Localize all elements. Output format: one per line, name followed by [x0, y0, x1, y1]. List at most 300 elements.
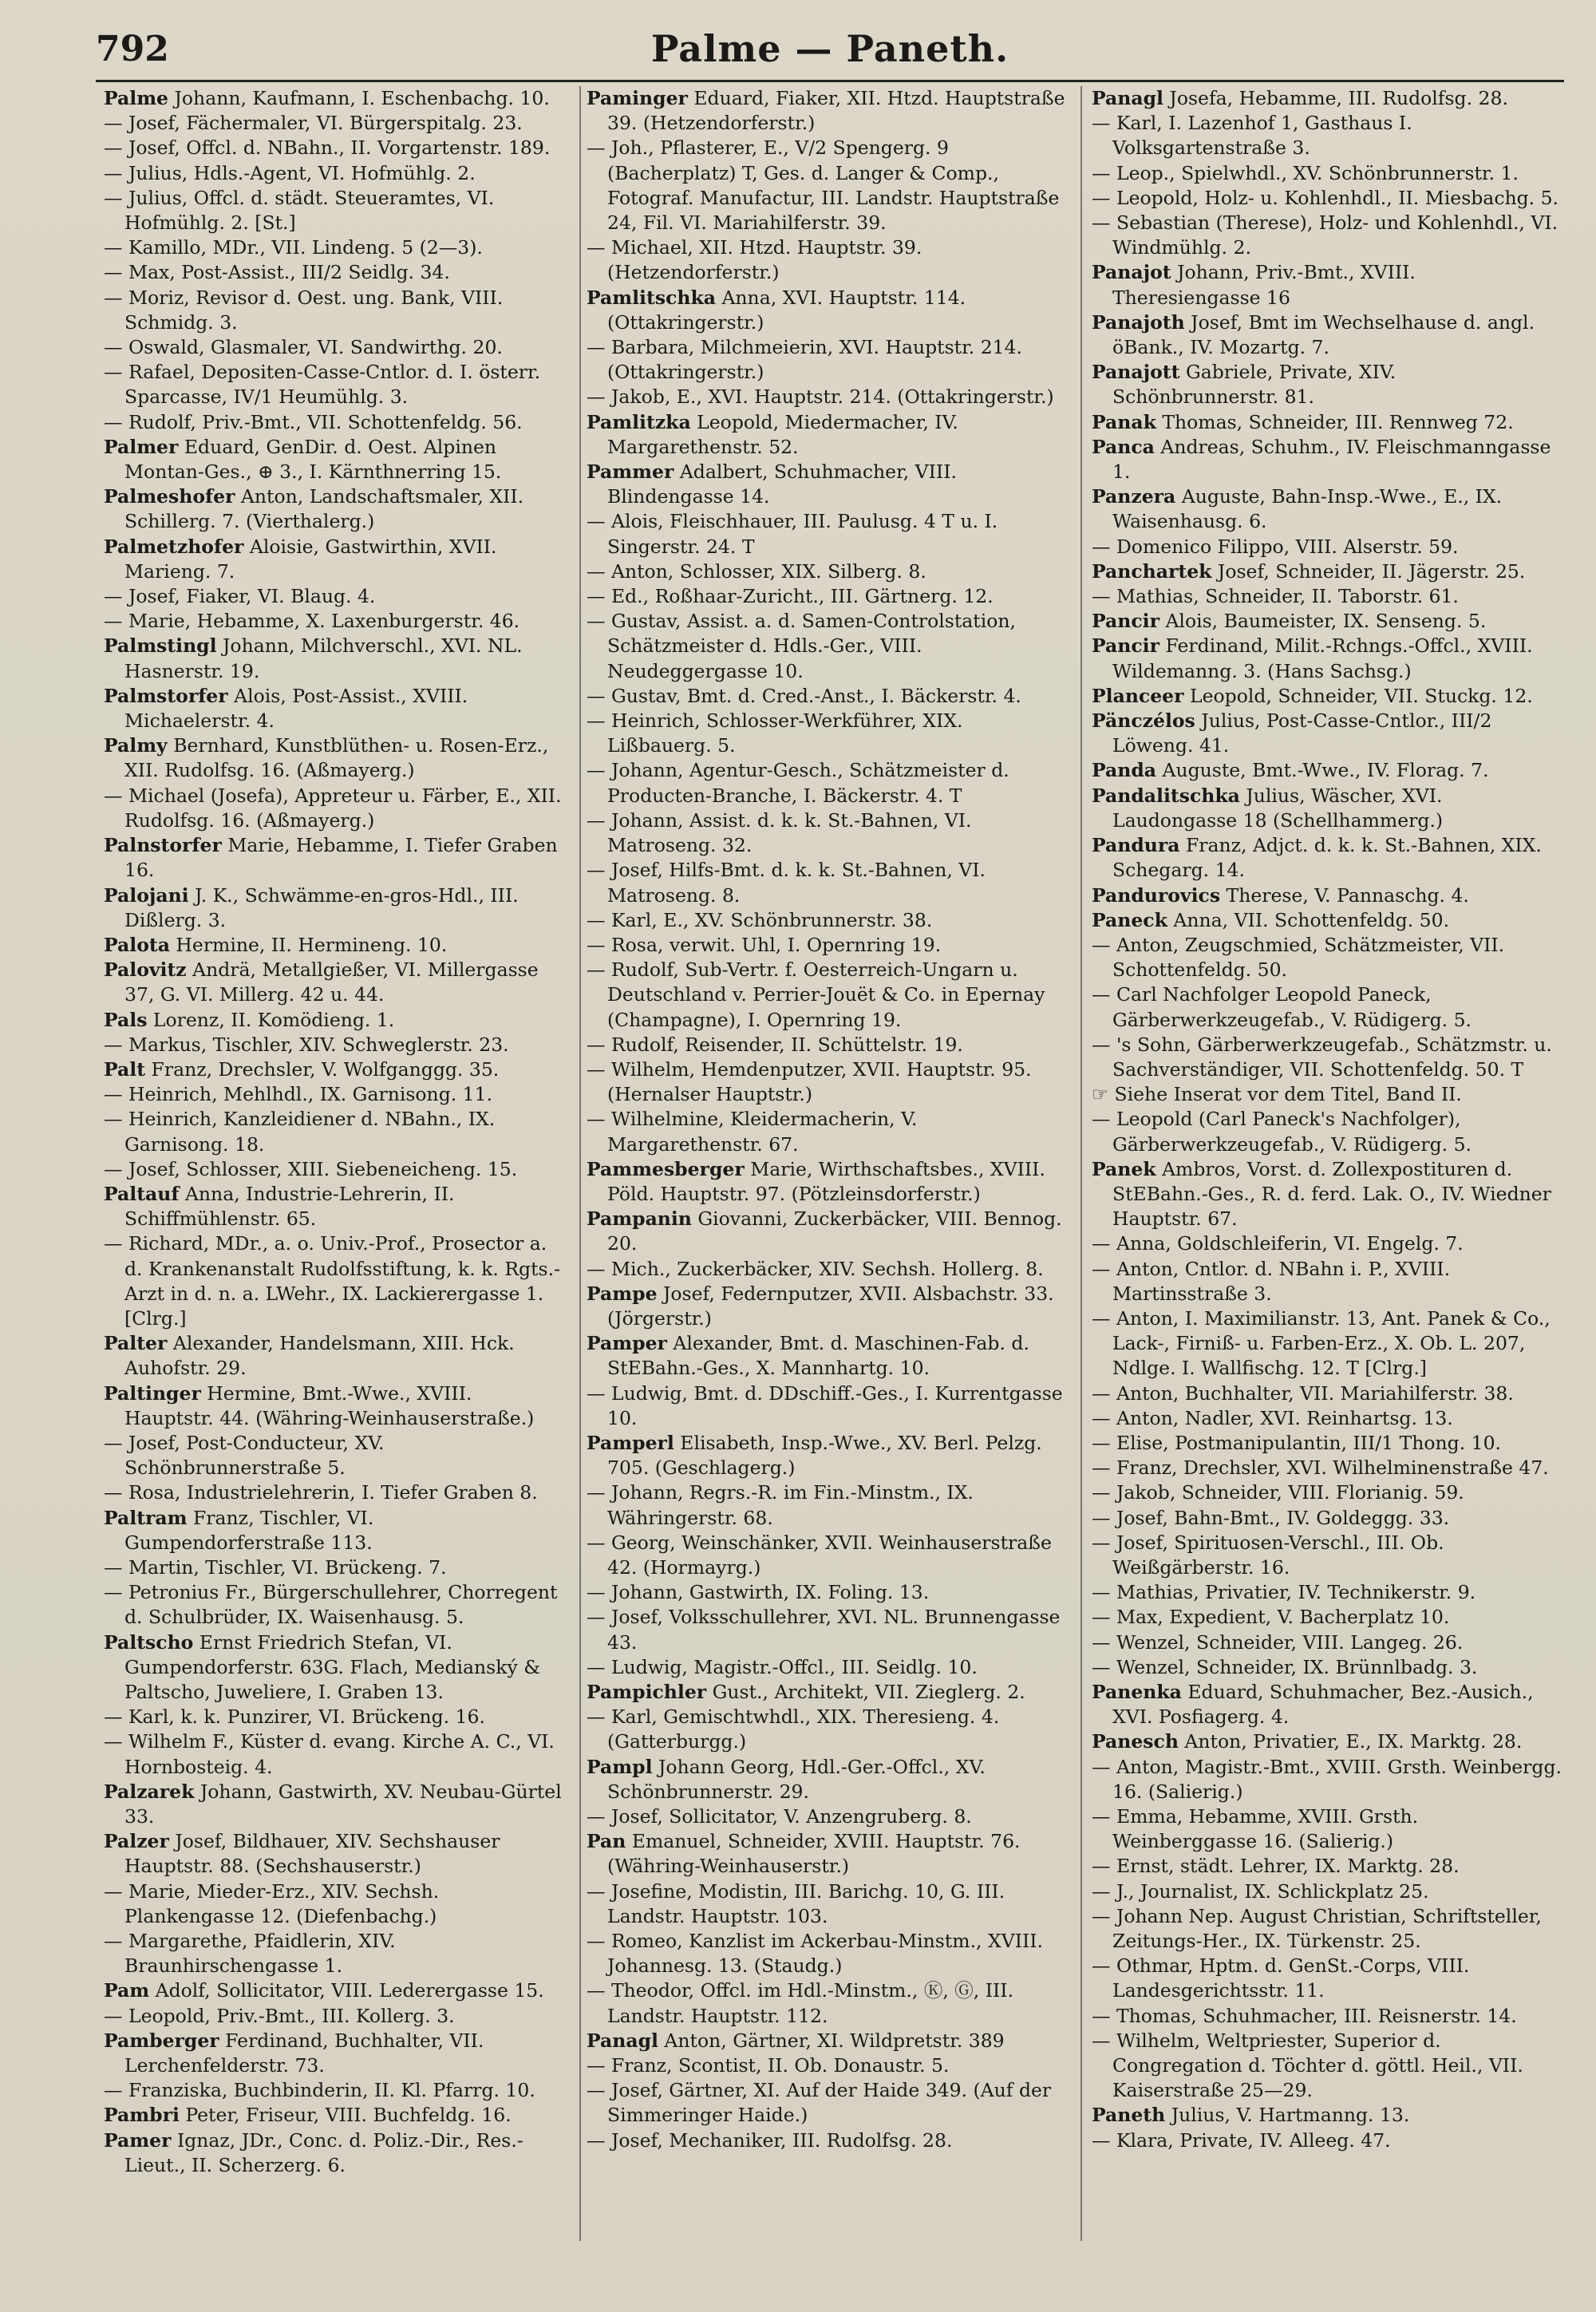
entry-details: — Emma, Hebamme, XVIII. Grsth. Weinberggasse 16. (Salierig.)	[1092, 1805, 1419, 1853]
directory-entry	[1092, 908, 1564, 933]
directory-entry	[104, 833, 567, 883]
entry-details: — Franz, Scontist, II. Ob. Donaustr. 5.	[587, 2054, 950, 2077]
entry-details: — Petronius Fr., Bürgerschullehrer, Chorregent d. Schulbrüder, IX. Waisenhausg. 5.	[104, 1581, 558, 1629]
entry-surname: Pancir	[1092, 610, 1159, 633]
entry-details: — Wenzel, Schneider, IX. Brünnlbadg. 3.	[1092, 1655, 1478, 1678]
entry-surname: Pam	[104, 1979, 150, 2002]
entry-details: — Jakob, Schneider, VIII. Florianig. 59.	[1092, 1481, 1464, 1504]
directory-entry	[1092, 1879, 1564, 1904]
entry-details: Anna, VII. Schottenfeldg. 50.	[1167, 908, 1450, 931]
directory-entry	[587, 1381, 1072, 1431]
directory-entry	[1092, 535, 1564, 559]
directory-entry	[587, 1257, 1072, 1282]
entry-details: — Richard, MDr., a. o. Univ.-Prof., Prosector a. d. Krankenanstalt Rudolfsstiftung, k. k. Rgts.-Arzt in d. n. a. LWehr., IX. Lackierergasse 1. [Clrg.]	[104, 1232, 561, 1330]
directory-entry	[587, 1331, 1072, 1381]
entry-details: Ernst Friedrich Stefan, VI. Gumpendorferstr. 63G. Flach, Medianský & Paltscho, Juweliere, I. Graben 13.	[124, 1630, 541, 1703]
directory-entry	[1092, 410, 1564, 435]
entry-surname: Pandalitschka	[1092, 784, 1240, 807]
entry-surname: Pampe	[587, 1282, 658, 1305]
directory-entry	[104, 684, 567, 733]
entry-surname: Pancir	[1092, 634, 1159, 658]
directory-entry	[1092, 1431, 1564, 1456]
directory-entry	[104, 136, 567, 160]
directory-entry	[104, 410, 567, 435]
directory-entry	[1092, 1381, 1564, 1406]
entry-details: Franz, Tischler, VI. Gumpendorferstraße 113.	[124, 1506, 374, 1554]
directory-entry	[104, 1082, 567, 1107]
directory-entry	[104, 86, 567, 111]
directory-entry	[587, 1655, 1072, 1680]
directory-entry	[104, 1008, 567, 1033]
directory-entry	[1092, 310, 1564, 360]
entry-details: J. K., Schwämme-en-gros-Hdl., III. Dißlerg. 3.	[124, 883, 519, 931]
entry-details: — Josef, Mechaniker, III. Rudolfsg. 28.	[587, 2128, 953, 2152]
entry-details: — Leopold, Priv.-Bmt., III. Kollerg. 3.	[104, 2004, 455, 2027]
entry-details: — Heinrich, Mehlhdl., IX. Garnisong. 11.	[104, 1083, 493, 1106]
entry-details: Alexander, Bmt. d. Maschinen-Fab. d. StEBahn.-Ges., X. Mannhartg. 10.	[607, 1332, 1029, 1380]
entry-surname: Palzer	[104, 1830, 169, 1853]
directory-entry	[587, 1705, 1072, 1754]
directory-entry	[587, 2128, 1072, 2153]
directory-entry	[104, 1057, 567, 1082]
directory-entry	[587, 509, 1072, 559]
entry-details: Anton, Privatier, E., IX. Marktg. 28.	[1178, 1730, 1523, 1753]
entry-details: Elisabeth, Insp.-Wwe., XV. Berl. Pelzg. 705. (Geschlagerg.)	[607, 1431, 1042, 1480]
entry-details: Johann Georg, Hdl.-Ger.-Offcl., XV. Schönbrunnerstr. 29.	[607, 1755, 986, 1803]
entry-details: Marie, Hebamme, I. Tiefer Graben 16.	[124, 834, 558, 882]
entry-details: — Josef, Offcl. d. NBahn., II. Vorgartenstr. 189.	[104, 136, 551, 160]
directory-entry	[104, 360, 567, 409]
entry-details: — Rudolf, Priv.-Bmt., VII. Schottenfeldg. 56.	[104, 410, 523, 433]
entry-surname: Pandurovics	[1092, 883, 1221, 907]
directory-entry	[104, 2004, 567, 2029]
entry-surname: Pamperl	[587, 1431, 674, 1454]
directory-entry	[104, 2128, 567, 2178]
directory-entry	[587, 1282, 1072, 1331]
entry-surname: Palter	[104, 1332, 168, 1355]
entry-details: Leopold, Schneider, VII. Stuckg. 12.	[1183, 684, 1533, 707]
directory-entry	[104, 784, 567, 833]
directory-entry	[587, 1829, 1072, 1879]
entry-details: Gust., Architekt, VII. Zieglerg. 2.	[706, 1681, 1025, 1703]
entry-surname: Pammesberger	[587, 1157, 745, 1180]
entry-details: Gabriele, Private, XIV. Schönbrunnerstr. 81.	[1112, 361, 1396, 409]
directory-entry	[1092, 1630, 1564, 1655]
directory-entry	[1092, 709, 1564, 758]
entry-surname: Pamberger	[104, 2029, 219, 2052]
directory-entry	[104, 111, 567, 136]
directory-entry	[587, 1605, 1072, 1654]
entry-details: — Anton, Nadler, XVI. Reinhartsg. 13.	[1092, 1406, 1453, 1429]
entry-details: Johann, Milchverschl., XVI. NL. Hasnerstr. 19.	[124, 634, 523, 682]
entry-details: Josefa, Hebamme, III. Rudolfsg. 28.	[1163, 87, 1508, 109]
directory-entry	[1092, 1531, 1564, 1580]
entry-surname: Pambri	[104, 2104, 180, 2127]
entry-surname: Palmstingl	[104, 634, 217, 658]
entry-details: Andrä, Metallgießer, VI. Millergasse 37, G. VI. Millerg. 42 u. 44.	[124, 958, 539, 1006]
directory-entry	[1092, 1107, 1564, 1156]
entry-surname: Palmetzhofer	[104, 535, 244, 558]
entry-surname: Pals	[104, 1008, 148, 1031]
entry-details: — Wilhelm, Hemdenputzer, XVII. Hauptstr. 95. (Hernalser Hauptstr.)	[587, 1057, 1032, 1106]
entry-surname: Pampichler	[587, 1681, 707, 1703]
directory-entry	[104, 1331, 567, 1381]
directory-entry	[587, 2029, 1072, 2053]
entry-details: — Anton, Buchhalter, VII. Mariahilferstr. 38.	[1092, 1381, 1514, 1405]
entry-details: Anna, XVI. Hauptstr. 114. (Ottakringerstr.)	[607, 286, 966, 334]
directory-entry	[104, 1506, 567, 1555]
directory-entry	[587, 933, 1072, 958]
entry-details: — Johann, Gastwirth, IX. Foling. 13.	[587, 1581, 930, 1604]
entry-details: Auguste, Bmt.-Wwe., IV. Florag. 7.	[1156, 759, 1489, 782]
entry-details: — Klara, Private, IV. Alleeg. 47.	[1092, 2128, 1391, 2152]
column-1	[104, 86, 567, 2289]
entry-surname: Pamlitzka	[587, 410, 691, 433]
entry-details: Anton, Gärtner, XI. Wildpretstr. 389	[658, 2029, 1005, 2052]
directory-entry	[104, 2078, 567, 2103]
entry-details: — Franz, Drechsler, XVI. Wilhelminenstraße 47.	[1092, 1456, 1549, 1480]
entry-surname: Pan	[587, 1830, 626, 1853]
directory-entry	[104, 260, 567, 285]
directory-entry	[104, 1829, 567, 1879]
directory-entry	[1092, 1157, 1564, 1232]
entry-details: — Rudolf, Reisender, II. Schüttelstr. 19.	[587, 1033, 963, 1056]
directory-entry	[104, 2103, 567, 2128]
directory-entry	[104, 335, 567, 360]
directory-entry	[104, 186, 567, 235]
directory-entry	[104, 1630, 567, 1705]
directory-entry	[1092, 1231, 1564, 1256]
entry-details: — Anton, Schlosser, XIX. Silberg. 8.	[587, 559, 926, 583]
entry-surname: Planceer	[1092, 684, 1184, 707]
entry-details: Franz, Drechsler, V. Wolfganggg. 35.	[145, 1057, 500, 1081]
entry-details: Adalbert, Schuhmacher, VIII. Blindengasse 14.	[607, 460, 957, 508]
directory-entry	[104, 1381, 567, 1431]
entry-surname: Paminger	[587, 87, 688, 109]
entry-details: Anton, Landschaftsmaler, XII. Schillerg. 7. (Vierthalerg.)	[124, 485, 524, 533]
directory-entry	[104, 1780, 567, 1829]
directory-entry	[104, 1555, 567, 1580]
directory-entry	[587, 958, 1072, 1033]
entry-details: Julius, V. Hartmanng. 13.	[1165, 2104, 1410, 2127]
entry-details: Emanuel, Schneider, XVIII. Hauptstr. 76. (Währing-Weinhauserstr.)	[607, 1830, 1021, 1878]
entry-details: — Leopold (Carl Paneck's Nachfolger), Gärberwerkzeugefab., V. Rüdigerg. 5.	[1092, 1108, 1472, 1156]
entry-surname: Paneth	[1092, 2104, 1166, 2127]
directory-entry	[587, 1755, 1072, 1804]
entry-surname: Panenka	[1092, 1681, 1182, 1703]
entry-details: — Julius, Hdls.-Agent, VI. Hofmühlg. 2.	[104, 161, 476, 184]
directory-entry	[1092, 1257, 1564, 1306]
entry-details: Andreas, Schuhm., IV. Fleischmanngasse 1.	[1112, 435, 1551, 484]
entry-details: — Othmar, Hptm. d. GenSt.-Corps, VIII. Landesgerichtsstr. 11.	[1092, 1954, 1470, 2002]
entry-surname: Pamper	[587, 1332, 667, 1355]
directory-entry	[1092, 609, 1564, 634]
entry-surname: Paltinger	[104, 1381, 201, 1405]
directory-entry	[1092, 1729, 1564, 1754]
entry-surname: Pamer	[104, 2128, 172, 2152]
directory-entry	[104, 1231, 567, 1331]
directory-entry	[587, 1879, 1072, 1929]
entry-surname: Palmy	[104, 734, 168, 757]
entry-details: — Mich., Zuckerbäcker, XIV. Sechsh. Hollerg. 8.	[587, 1257, 1044, 1280]
directory-entry	[104, 584, 567, 609]
entry-details: Giovanni, Zuckerbäcker, VIII. Bennog. 20.	[607, 1207, 1062, 1255]
entry-details: Josef, Federnputzer, XVII. Alsbachstr. 33. (Jörgerstr.)	[607, 1282, 1054, 1330]
directory-entry	[1092, 1082, 1564, 1107]
entry-details: — Ludwig, Bmt. d. DDschiff.-Ges., I. Kurrentgasse 10.	[587, 1381, 1063, 1429]
directory-entry	[1092, 1655, 1564, 1680]
directory-entry	[1092, 1456, 1564, 1480]
entry-surname: Paltauf	[104, 1182, 180, 1205]
entry-surname: Palmstorfer	[104, 684, 228, 707]
directory-entry	[104, 484, 567, 534]
directory-entry	[587, 335, 1072, 385]
entry-details: Josef, Bildhauer, XIV. Sechshauser Hauptstr. 88. (Sechshauserstr.)	[124, 1830, 500, 1878]
directory-entry	[1092, 684, 1564, 709]
entry-details: — Oswald, Glasmaler, VI. Sandwirthg. 20.	[104, 336, 503, 359]
entry-details: — Domenico Filippo, VIII. Alserstr. 59.	[1092, 535, 1459, 558]
entry-surname: Palovitz	[104, 958, 187, 982]
entry-details: — Rosa, Industrielehrerin, I. Tiefer Graben 8.	[104, 1481, 538, 1504]
entry-details: Adolf, Sollicitator, VIII. Lederergasse 15.	[149, 1979, 544, 2002]
directory-entry	[1092, 833, 1564, 883]
directory-entry	[587, 1107, 1072, 1156]
directory-entry	[587, 559, 1072, 584]
directory-entry	[587, 1929, 1072, 1978]
directory-entry	[1092, 559, 1564, 584]
entry-details: — Josef, Volksschullehrer, XVI. NL. Brunnengasse 43.	[587, 1606, 1061, 1654]
entry-details: Thomas, Schneider, III. Rennweg 72.	[1156, 410, 1514, 433]
column-2	[587, 86, 1072, 2289]
directory-entry	[1092, 883, 1564, 908]
entry-details: — Johann, Agentur-Gesch., Schätzmeister d. Producten-Branche, I. Bäckerstr. 4. T	[587, 759, 1009, 807]
entry-details: Lorenz, II. Komödieng. 1.	[147, 1008, 395, 1031]
directory-entry	[587, 1207, 1072, 1256]
directory-entry	[104, 161, 567, 186]
entry-details: — Michael (Josefa), Appreteur u. Färber, E., XII. Rudolfsg. 16. (Aßmayerg.)	[104, 784, 562, 832]
directory-entry	[587, 609, 1072, 684]
directory-entry	[1092, 484, 1564, 534]
directory-entry	[104, 1580, 567, 1630]
directory-entry	[587, 1431, 1072, 1480]
entry-details: Therese, V. Pannaschg. 4.	[1220, 883, 1469, 907]
entry-details: Auguste, Bahn-Insp.-Wwe., E., IX. Waisenhausg. 6.	[1112, 485, 1503, 533]
directory-entry	[104, 933, 567, 958]
entry-surname: Palnstorfer	[104, 834, 222, 857]
entry-details: — Anton, Zeugschmied, Schätzmeister, VII. Schottenfeldg. 50.	[1092, 933, 1505, 982]
directory-entry	[587, 1580, 1072, 1605]
directory-entry	[1092, 584, 1564, 609]
entry-details: Marie, Wirthschaftsbes., XVIII. Pöld. Hauptstr. 97. (Pötzleinsdorferstr.)	[607, 1157, 1045, 1205]
entry-details: Leopold, Miedermacher, IV. Margarethenstr. 52.	[607, 410, 958, 458]
entry-surname: Palzarek	[104, 1780, 195, 1803]
entry-surname: Palmer	[104, 435, 179, 458]
entry-details: — J., Journalist, IX. Schlickplatz 25.	[1092, 1879, 1429, 1903]
directory-entry	[1092, 758, 1564, 783]
running-head: Palme — Paneth.	[650, 27, 1009, 70]
directory-entry	[587, 460, 1072, 509]
entry-details: — Anton, Cntlor. d. NBahn i. P., XVIII. Martinsstraße 3.	[1092, 1257, 1451, 1305]
entry-surname: Panajot	[1092, 261, 1171, 284]
entry-details: Alois, Post-Assist., XVIII. Michaelerstr. 4.	[124, 684, 468, 733]
entry-details: Bernhard, Kunstblüthen- u. Rosen-Erz., XII. Rudolfsg. 16. (Aßmayerg.)	[124, 734, 549, 782]
entry-details: — Heinrich, Kanzleidiener d. NBahn., IX. Garnisong. 18.	[104, 1108, 496, 1156]
entry-details: — Karl, Gemischtwhdl., XIX. Theresieng. 4. (Gatterburgg.)	[587, 1705, 1000, 1753]
entry-details: — Mathias, Privatier, IV. Technikerstr. 9.	[1092, 1581, 1476, 1604]
directory-entry	[104, 733, 567, 783]
directory-entry	[1092, 1306, 1564, 1381]
entry-details: — Marie, Mieder-Erz., XIV. Sechsh. Plankengasse 12. (Diefenbachg.)	[104, 1879, 440, 1927]
directory-entry	[587, 86, 1072, 136]
entry-details: — 's Sohn, Gärberwerkzeugefab., Schätzmstr. u. Sachverständiger, VII. Schottenfeldg. 50. T	[1092, 1033, 1552, 1081]
entry-details: — Mathias, Schneider, II. Taborstr. 61.	[1092, 585, 1459, 608]
directory-columns	[104, 86, 1564, 2289]
directory-entry	[1092, 1480, 1564, 1505]
entry-details: — Wilhelm F., Küster d. evang. Kirche A. C., VI. Hornbosteig. 4.	[104, 1730, 555, 1778]
entry-details: — Kamillo, MDr., VII. Lindeng. 5 (2—3).	[104, 236, 483, 259]
directory-entry	[1092, 2029, 1564, 2104]
entry-details: Josef, Schneider, II. Jägerstr. 25.	[1211, 559, 1526, 583]
entry-details: — Alois, Fleischhauer, III. Paulusg. 4 T u. I. Singerstr. 24. T	[587, 510, 998, 558]
entry-details: — Josef, Sollicitator, V. Anzengruberg. 8.	[587, 1805, 972, 1828]
entry-surname: Panajoth	[1092, 310, 1185, 334]
entry-details: — Carl Nachfolger Leopold Paneck, Gärberwerkzeugefab., V. Rüdigerg. 5.	[1092, 983, 1472, 1031]
directory-entry	[104, 958, 567, 1007]
entry-details: — Joh., Pflasterer, E., V/2 Spengerg. 9 (Bacherplatz) T, Ges. d. Langer & Comp., Fotograf. Manufactur, III. Landstr. Hauptstraße 24, Fil. VI. Mariahilferstr. 39.	[587, 136, 1060, 235]
entry-details: Peter, Friseur, VIII. Buchfeldg. 16.	[179, 2104, 512, 2127]
entry-details: Hermine, II. Hermineng. 10.	[169, 933, 448, 956]
entry-details: — Anton, Magistr.-Bmt., XVIII. Grsth. Weinbergg. 16. (Salierig.)	[1092, 1755, 1562, 1803]
entry-details: — Barbara, Milchmeierin, XVI. Hauptstr. 214. (Ottakringerstr.)	[587, 336, 1023, 384]
entry-surname: Panagl	[587, 2029, 658, 2052]
entry-details: Ignaz, JDr., Conc. d. Poliz.-Dir., Res.-Lieut., II. Scherzerg. 6.	[124, 2128, 523, 2176]
directory-entry	[1092, 1680, 1564, 1729]
entry-details: — Georg, Weinschänker, XVII. Weinhauserstraße 42. (Hormayrg.)	[587, 1531, 1052, 1579]
entry-details: — Josef, Post-Conducteur, XV. Schönbrunnerstraße 5.	[104, 1431, 385, 1480]
directory-entry	[587, 136, 1072, 235]
directory-entry	[104, 2029, 567, 2078]
entry-details: Ambros, Vorst. d. Zollexpostituren d. StEBahn.-Ges., R. d. ferd. Lak. O., IV. Wiedner Hauptstr. 67.	[1112, 1157, 1551, 1231]
directory-entry	[1092, 2004, 1564, 2029]
entry-surname: Palojani	[104, 883, 189, 907]
directory-entry	[104, 535, 567, 584]
directory-entry	[587, 286, 1072, 335]
entry-details: — Johann, Assist. d. k. k. St.-Bahnen, VI. Matroseng. 32.	[587, 808, 972, 857]
entry-details: — Karl, k. k. Punzirer, VI. Brückeng. 16.	[104, 1705, 485, 1729]
entry-details: — Margarethe, Pfaidlerin, XIV. Braunhirschengasse 1.	[104, 1930, 396, 1978]
directory-entry	[1092, 86, 1564, 111]
directory-entry	[587, 1057, 1072, 1107]
directory-entry	[1092, 1580, 1564, 1605]
directory-entry	[1092, 2103, 1564, 2128]
entry-details: Franz, Adjct. d. k. k. St.-Bahnen, XIX. Schegarg. 14.	[1112, 834, 1542, 882]
entry-details: — Jakob, E., XVI. Hauptstr. 214. (Ottakringerstr.)	[587, 385, 1054, 409]
directory-entry	[1092, 634, 1564, 683]
directory-entry	[587, 2053, 1072, 2078]
directory-entry	[1092, 1755, 1564, 1804]
directory-entry	[1092, 982, 1564, 1032]
directory-entry	[104, 1157, 567, 1182]
entry-details: — Franziska, Buchbinderin, II. Kl. Pfarrg. 10.	[104, 2079, 535, 2102]
entry-details: — Rosa, verwit. Uhl, I. Opernring 19.	[587, 933, 942, 956]
entry-details: — Elise, Postmanipulantin, III/1 Thong. 10.	[1092, 1431, 1502, 1454]
directory-entry	[1092, 211, 1564, 260]
directory-entry	[1092, 2128, 1564, 2153]
entry-details: Alexander, Handelsmann, XIII. Hck. Auhofstr. 29.	[124, 1332, 515, 1380]
entry-details: — Josef, Schlosser, XIII. Siebeneicheng. 15.	[104, 1157, 518, 1180]
directory-entry	[587, 758, 1072, 808]
entry-surname: Panek	[1092, 1157, 1156, 1180]
directory-entry	[1092, 1854, 1564, 1879]
entry-details: Johann, Priv.-Bmt., XVIII. Theresiengasse 16	[1112, 261, 1416, 309]
entry-surname: Panca	[1092, 435, 1155, 458]
entry-surname: Panagl	[1092, 87, 1163, 109]
directory-entry	[104, 286, 567, 335]
header-rule	[96, 80, 1564, 82]
directory-entry	[587, 1480, 1072, 1530]
entry-details: — Wilhelmine, Kleidermacherin, V. Margarethenstr. 67.	[587, 1108, 918, 1156]
directory-entry	[587, 1531, 1072, 1580]
entry-details: — Ernst, städt. Lehrer, IX. Marktg. 28.	[1092, 1855, 1460, 1878]
directory-entry	[104, 609, 567, 634]
entry-details: — Martin, Tischler, VI. Brückeng. 7.	[104, 1555, 447, 1579]
directory-entry	[104, 1033, 567, 1057]
entry-details: Eduard, Fiaker, XII. Htzd. Hauptstraße 39. (Hetzendorferstr.)	[607, 87, 1065, 135]
entry-details: — Karl, I. Lazenhof 1, Gasthaus I. Volksgartenstraße 3.	[1092, 112, 1412, 160]
directory-entry	[104, 1879, 567, 1929]
entry-details: — Markus, Tischler, XIV. Schweglerstr. 23.	[104, 1033, 509, 1056]
entry-details: — Josef, Hilfs-Bmt. d. k. k. St.-Bahnen, VI. Matroseng. 8.	[587, 859, 986, 907]
directory-entry	[104, 1431, 567, 1480]
directory-entry	[587, 1804, 1072, 1829]
entry-details: Julius, Post-Casse-Cntlor., III/2 Löweng. 41.	[1112, 709, 1492, 757]
directory-entry	[104, 235, 567, 260]
entry-details: Eduard, Schuhmacher, Bez.-Ausich., XVI. Posfiagerg. 4.	[1112, 1681, 1534, 1729]
directory-entry	[587, 858, 1072, 907]
directory-entry	[104, 883, 567, 933]
entry-details: — Johann Nep. August Christian, Schriftsteller, Zeitungs-Her., IX. Türkenstr. 25.	[1092, 1904, 1542, 1953]
directory-entry	[587, 808, 1072, 858]
page-header	[96, 22, 1564, 78]
directory-entry	[587, 584, 1072, 609]
entry-details: — Rudolf, Sub-Vertr. f. Oesterreich-Ungarn u. Deutschland v. Perrier-Jouët & Co. in Epernay (Champagne), I. Opernring 19.	[587, 958, 1045, 1031]
entry-details: — Josef, Gärtner, XI. Auf der Haide 349. (Auf der Simmeringer Haide.)	[587, 2079, 1052, 2127]
entry-details: — Heinrich, Schlosser-Werkführer, XIX. Lißbauerg. 5.	[587, 709, 963, 757]
entry-surname: Palt	[104, 1057, 146, 1081]
directory-entry	[587, 410, 1072, 460]
entry-details: — Leop., Spielwhdl., XV. Schönbrunnerstr. 1.	[1092, 161, 1519, 184]
entry-surname: Paltscho	[104, 1630, 194, 1654]
entry-details: — Josefine, Modistin, III. Barichg. 10, G. III. Landstr. Hauptstr. 103.	[587, 1879, 1005, 1927]
column-3	[1092, 86, 1564, 2289]
entry-surname: Panak	[1092, 410, 1156, 433]
entry-surname: Paneck	[1092, 908, 1167, 931]
entry-surname: Pandura	[1092, 834, 1180, 857]
entry-surname: Palmeshofer	[104, 485, 235, 508]
directory-entry	[1092, 1406, 1564, 1431]
entry-details: — Thomas, Schuhmacher, III. Reisnerstr. 14.	[1092, 2004, 1517, 2027]
entry-surname: Panzera	[1092, 485, 1176, 508]
directory-entry	[1092, 784, 1564, 833]
entry-details: — Anton, I. Maximilianstr. 13, Ant. Panek & Co., Lack-, Firniß- u. Farben-Erz., X. Ob. L. 207, Ndlge. I. Wallfischg. 12. T [Clrg.]	[1092, 1306, 1551, 1380]
entry-details: — Leopold, Holz- u. Kohlenhdl., II. Miesbachg. 5.	[1092, 186, 1559, 209]
directory-entry	[104, 435, 567, 484]
entry-details: — Wenzel, Schneider, VIII. Langeg. 26.	[1092, 1630, 1464, 1654]
entry-surname: Panchartek	[1092, 559, 1212, 583]
entry-surname: Pamlitschka	[587, 286, 716, 309]
entry-details: — Johann, Regrs.-R. im Fin.-Minstm., IX. Währingerstr. 68.	[587, 1481, 974, 1529]
entry-details: — Josef, Spirituosen-Verschl., III. Ob. Weißgärberstr. 16.	[1092, 1531, 1444, 1579]
